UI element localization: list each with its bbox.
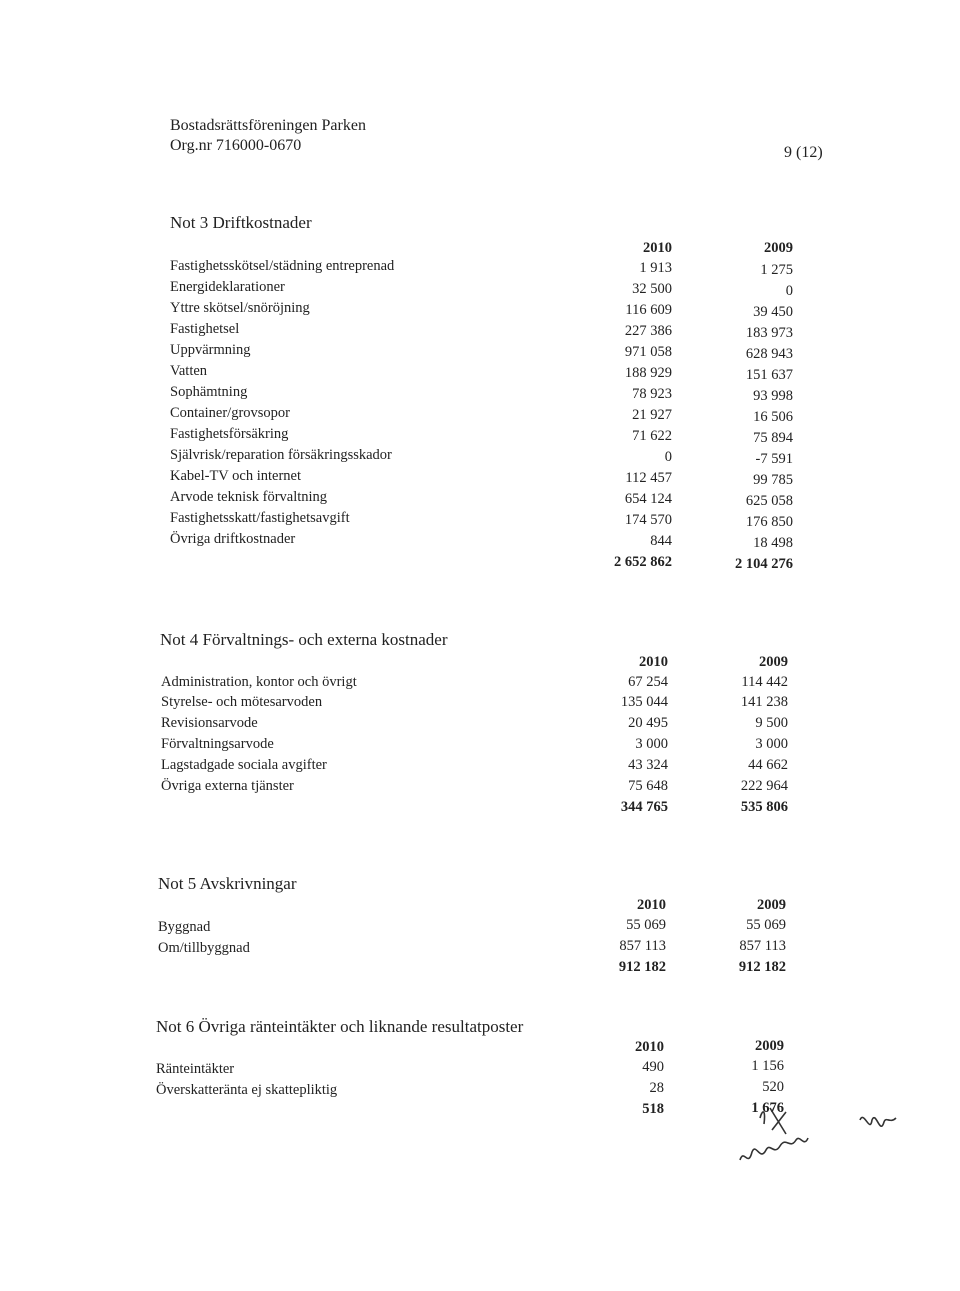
note-4-row-2010: 43 324 — [628, 757, 668, 773]
note-3-row-label: Självrisk/reparation försäkringsskador — [170, 447, 392, 463]
note-6-title: Not 6 Övriga ränteintäkter och liknande resultatposter — [156, 1017, 524, 1036]
note-3-row-2009: 628 943 — [745, 346, 793, 362]
note-4-total-2009: 535 806 — [740, 799, 788, 815]
note-5-total-2010: 912 182 — [618, 959, 666, 975]
note-6-total-2009: 1 676 — [751, 1100, 784, 1116]
note-5-year-2010: 2010 — [637, 897, 666, 913]
note-3-year-2009: 2009 — [764, 240, 793, 256]
note-3-row-2010: 112 457 — [625, 470, 672, 486]
note-3-row-label: Fastighetsskötsel/städning entreprenad — [170, 258, 395, 274]
note-3-row-label: Fastighetsförsäkring — [170, 426, 289, 442]
note-3-row-label: Container/grovsopor — [170, 405, 291, 421]
note-4-total-2010: 344 765 — [620, 799, 668, 815]
note-3-total-2010: 2 652 862 — [614, 554, 672, 570]
note-5-row-2010: 55 069 — [626, 917, 666, 933]
note-6-row-label: Överskatteränta ej skattepliktig — [156, 1082, 338, 1098]
note-3-row-2009: 1 275 — [760, 262, 793, 278]
note-5-year-2009: 2009 — [757, 897, 786, 913]
note-3-row-2009: 151 637 — [745, 367, 793, 383]
note-3-row-label: Kabel-TV och internet — [170, 468, 301, 484]
note-4-row-2010: 3 000 — [635, 736, 668, 752]
handwritten-signatures — [700, 1090, 920, 1180]
note-3-row-2009: -7 591 — [755, 451, 793, 467]
note-5-title: Not 5 Avskrivningar — [158, 874, 297, 893]
note-3-row-2010: 116 609 — [625, 302, 672, 318]
note-3-title: Not 3 Driftkostnader — [170, 213, 312, 232]
note-4-title: Not 4 Förvaltnings- och externa kostnader — [160, 630, 448, 649]
note-4-row-2009: 44 662 — [748, 757, 788, 773]
note-6-row-2009: 1 156 — [751, 1058, 784, 1074]
note-4-row-label: Styrelse- och mötesarvoden — [161, 694, 323, 710]
note-3-row-label: Övriga driftkostnader — [170, 531, 296, 547]
note-3-row-label: Yttre skötsel/snöröjning — [170, 300, 310, 316]
note-3-row-label: Energideklarationer — [170, 279, 285, 295]
note-3-row-2010: 844 — [650, 533, 672, 549]
note-3-row-2010: 32 500 — [632, 281, 672, 297]
note-3-row-2009: 176 850 — [745, 514, 793, 530]
note-4-row-2010: 20 495 — [628, 715, 668, 731]
note-3-row-2010: 174 570 — [624, 512, 672, 528]
note-6-row-2010: 490 — [642, 1059, 664, 1075]
note-6-year-2009: 2009 — [755, 1038, 784, 1054]
note-4-row-2010: 75 648 — [628, 778, 668, 794]
note-4-row-2009: 141 238 — [740, 694, 788, 710]
note-4-row-label: Övriga externa tjänster — [161, 778, 294, 794]
note-3-year-2010: 2010 — [643, 240, 672, 256]
note-6-total-2010: 518 — [642, 1101, 664, 1117]
note-4-row-label: Revisionsarvode — [161, 715, 258, 731]
organization-number: Org.nr 716000-0670 — [170, 137, 302, 154]
note-4-row-label: Administration, kontor och övrigt — [161, 674, 357, 690]
note-4-row-2009: 3 000 — [755, 736, 788, 752]
note-5-total-2009: 912 182 — [738, 959, 786, 975]
note-4-row-label: Förvaltningsarvode — [161, 736, 274, 752]
note-3-row-2010: 227 386 — [624, 323, 672, 339]
note-3-row-2009: 18 498 — [753, 535, 793, 551]
note-3-row-label: Arvode teknisk förvaltning — [170, 489, 328, 505]
note-3-row-label: Uppvärmning — [170, 342, 251, 358]
note-3-row-2010: 21 927 — [632, 407, 672, 423]
note-3-row-2009: 0 — [785, 283, 793, 299]
note-5-row-2009: 857 113 — [739, 938, 786, 954]
note-3-row-2009: 93 998 — [753, 388, 793, 404]
note-4-year-2009: 2009 — [759, 654, 788, 670]
note-3-row-label: Fastighetsel — [170, 321, 240, 337]
note-4-row-2009: 222 964 — [740, 778, 788, 794]
note-4-row-2010: 67 254 — [628, 674, 668, 690]
note-3-row-2010: 971 058 — [624, 344, 672, 360]
note-3-row-2010: 188 929 — [624, 365, 672, 381]
note-3-row-2009: 183 973 — [745, 325, 793, 341]
note-5-row-label: Om/tillbyggnad — [158, 940, 250, 956]
note-3-total-2009: 2 104 276 — [735, 556, 793, 572]
note-3-row-label: Fastighetsskatt/fastighetsavgift — [170, 510, 350, 526]
note-3-row-2009: 39 450 — [753, 304, 793, 320]
note-6-row-2010: 28 — [649, 1080, 664, 1096]
note-3-row-label: Vatten — [170, 363, 208, 379]
note-3-row-2009: 625 058 — [745, 493, 793, 509]
note-3-row-2010: 654 124 — [624, 491, 672, 507]
note-3-row-2010: 71 622 — [632, 428, 672, 444]
note-6-year-2010: 2010 — [635, 1039, 664, 1055]
note-4-row-2010: 135 044 — [620, 694, 668, 710]
note-3-row-2010: 0 — [664, 449, 672, 465]
note-5-row-2009: 55 069 — [746, 917, 786, 933]
note-3-row-2010: 1 913 — [639, 260, 672, 276]
note-4-year-2010: 2010 — [639, 654, 668, 670]
note-5-row-2010: 857 113 — [619, 938, 666, 954]
note-5-row-label: Byggnad — [158, 919, 211, 935]
note-4-row-2009: 114 442 — [741, 674, 788, 690]
note-3-row-2009: 16 506 — [753, 409, 793, 425]
note-3-row-label: Sophämtning — [170, 384, 248, 400]
note-4-row-2009: 9 500 — [755, 715, 788, 731]
note-4-row-label: Lagstadgade sociala avgifter — [161, 757, 327, 773]
organization-name: Bostadsrättsföreningen Parken — [170, 117, 366, 134]
page-number: 9 (12) — [784, 144, 823, 161]
note-3-row-2009: 75 894 — [753, 430, 793, 446]
note-3-row-2009: 99 785 — [753, 472, 793, 488]
note-3-row-2010: 78 923 — [632, 386, 672, 402]
note-6-row-label: Ränteintäkter — [156, 1061, 235, 1077]
note-6-row-2009: 520 — [762, 1079, 784, 1095]
